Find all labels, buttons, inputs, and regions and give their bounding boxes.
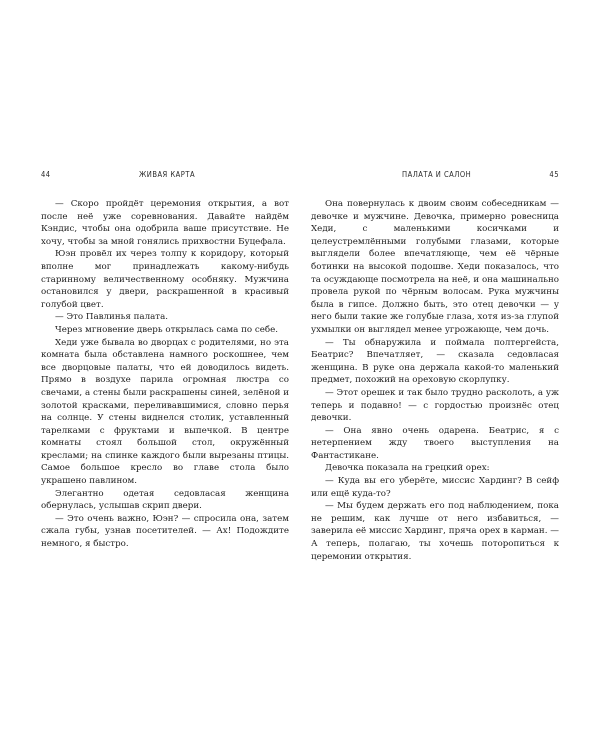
paragraph: Девочка показала на грецкий орех: [325, 463, 490, 474]
paragraph: — Это очень важно, Юэн? — спросила она, затем сжала губы, узнав посетителей. — Ах! Подождите немного, я быстро. [41, 513, 289, 550]
right-page-number: 45 [549, 170, 559, 179]
paragraph: Элегантно одетая седовласая женщина обернулась, услышав скрип двери. [41, 488, 289, 512]
left-running-head [41, 168, 289, 182]
paragraph: — Скоро пройдёт церемония открытия, а вот после неё уже соревнования. Давайте найдём Кэндис, чтобы она одобрила ваше присутствие. Не хочу, чтобы за мной гонялись прихвостни Буцефала. [41, 199, 289, 247]
paragraph: — Куда вы его уберёте, миссис Хардинг? В сейф или ещё куда-то? [311, 476, 559, 499]
paragraph: Через мгновение дверь открылась сама по себе. [55, 324, 278, 335]
right-running-head-title: ПАЛАТА И САЛОН [402, 170, 472, 179]
right-page [311, 168, 559, 563]
paragraph: Юэн провёл их через толпу к коридору, который вполне мог принадлежать какому-нибудь старинному величественному особняку. Мужчина остановился у двери, раскрашенной в красивый голубой цвет. [41, 249, 289, 310]
paragraph: — Она явно очень одарена. Беатрис, я с нетерпением жду твоего выступления на Фантастикане. [311, 425, 559, 461]
paragraph: — Ты обнаружила и поймала полтергейста, Беатрис? Впечатляет, — сказала седовласая женщина. В руке она держала какой-то маленький предмет, похожий на ореховую скорлупку. [311, 337, 559, 386]
left-page [41, 168, 289, 551]
paragraph: Хеди уже бывала во дворцах с родителями, но эта комната была обставлена намного роскошнее, чем все дворцовые палаты, что ей доводилось видеть. Прямо в воздухе парила огромная люстра со свечами, а стены были раскрашены синей, зелёной и золотой красками, переливавшимися, словно перья на солнце. У стены виднелся столик, уставленный тарелками с фруктами и выпечкой. В центре комнаты стоял большой стол, окружённый креслами; на спинке каждого были вырезаны птицы. Самое большое кресло во главе стола было украшено павлином. [41, 337, 289, 487]
paragraph: — Это Павлинья палата. [55, 312, 169, 323]
paragraph: Она повернулась к двоим своим собеседникам — девочке и мужчине. Девочка, примерно ровесница Хеди, с маленькими косичками и целеустремлёнными голубыми глазами, которые выглядели более впечатляюще, чем её чёрные ботинки на высокой подошве. Хеди показалось, что та осуждающе посмотрела на неё, и она машинально провела рукой по чёрным волосам. Рука мужчины была в гипсе. Должно быть, это отец девочки — у него были такие же голубые глаза, хотя из-за глупой ухмылки он выглядел менее угрожающе, чем дочь. [311, 199, 559, 335]
paragraph: — Мы будем держать его под наблюдением, пока не решим, как лучше от него избавиться, — заверила её миссис Хардинг, пряча орех в карман. — А теперь, полагаю, ты хочешь поторопиться к церемонии открытия. [311, 501, 559, 562]
left-page-number: 44 [41, 170, 51, 179]
paragraph: — Этот орешек и так было трудно расколоть, а уж теперь и подавно! — с гордостью произнёс отец девочки. [311, 387, 559, 424]
right-running-head [311, 168, 559, 182]
right-page-text [311, 198, 559, 563]
left-running-head-title: ЖИВАЯ КАРТА [139, 170, 196, 179]
left-page-text [41, 198, 289, 551]
